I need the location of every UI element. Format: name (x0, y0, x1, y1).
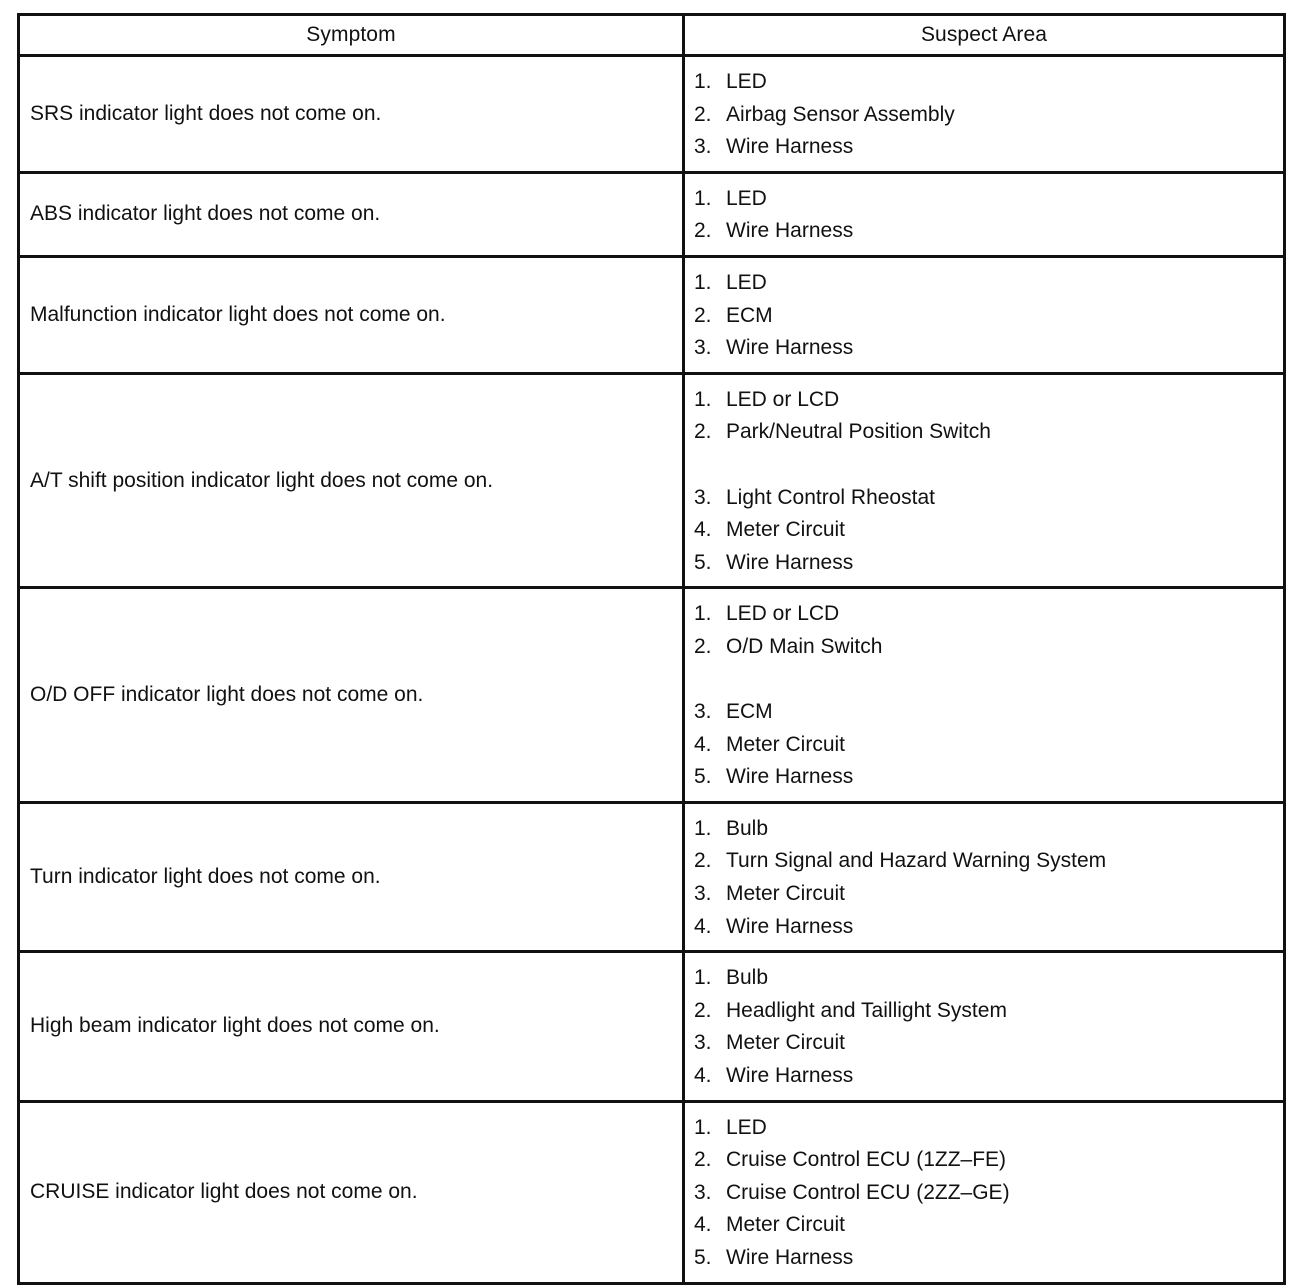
suspect-item (694, 813, 1283, 846)
suspect-item (694, 547, 1283, 580)
suspect-area-cell (684, 588, 1285, 803)
item-text: Wire Harness (726, 135, 854, 159)
symptom-cell: CRUISE indicator light does not come on. (19, 1101, 684, 1283)
table-row (19, 1101, 1285, 1283)
table-row (19, 172, 1285, 256)
suspect-area-cell (684, 256, 1285, 373)
suspect-item (694, 911, 1283, 944)
table-row (19, 588, 1285, 803)
item-number: 3. (694, 700, 712, 724)
item-text: Meter Circuit (726, 1213, 846, 1237)
item-text: LED (726, 270, 767, 294)
item-number: 4. (694, 518, 712, 542)
suspect-item (694, 1112, 1283, 1145)
table-row (19, 373, 1285, 588)
suspect-item (694, 514, 1283, 547)
item-number: 1. (694, 966, 712, 990)
suspect-list (694, 1112, 1283, 1275)
suspect-area-cell (684, 172, 1285, 256)
suspect-item (694, 131, 1283, 164)
suspect-list (694, 384, 1283, 580)
item-number: 1. (694, 602, 712, 626)
suspect-area-cell (684, 373, 1285, 588)
item-number: 1. (694, 1115, 712, 1139)
suspect-item (694, 99, 1283, 132)
suspect-item (694, 183, 1283, 216)
suspect-item (694, 215, 1283, 248)
item-number: 4. (694, 914, 712, 938)
item-text: O/D Main Switch (726, 634, 883, 658)
suspect-item (694, 962, 1283, 995)
suspect-item (694, 300, 1283, 333)
item-number: 5. (694, 765, 712, 789)
item-text: LED (726, 70, 767, 93)
item-number: 3. (694, 485, 712, 509)
item-number: 2. (694, 998, 712, 1022)
suspect-item (694, 1060, 1283, 1093)
suspect-item (694, 696, 1283, 729)
symptom-cell: High beam indicator light does not come on. (19, 952, 684, 1101)
item-number: 3. (694, 336, 712, 360)
symptom-cell: ABS indicator light does not come on. (19, 172, 684, 256)
item-text: Wire Harness (726, 1246, 854, 1269)
item-text: Wire Harness (726, 219, 854, 243)
item-text: Meter Circuit (726, 882, 846, 906)
item-number: 3. (694, 882, 712, 906)
suspect-item (694, 729, 1283, 762)
table-row (19, 952, 1285, 1101)
item-text: LED (726, 1115, 767, 1139)
table-row (19, 256, 1285, 373)
header-symptom: Symptom (19, 15, 684, 56)
suspect-item (694, 1209, 1283, 1242)
suspect-item (694, 384, 1283, 417)
suspect-item (694, 1177, 1283, 1210)
item-number: 5. (694, 1246, 712, 1269)
table-row (19, 802, 1285, 951)
item-text: Wire Harness (726, 336, 854, 360)
item-number: 2. (694, 420, 712, 444)
suspect-item (694, 845, 1283, 878)
item-number: 1. (694, 186, 712, 210)
suspect-list (694, 598, 1283, 794)
suspect-area-cell (684, 1101, 1285, 1283)
item-text: ECM (726, 700, 773, 724)
suspect-list (694, 267, 1283, 365)
suspect-item (694, 416, 1283, 449)
item-number: 1. (694, 387, 712, 411)
suspect-area-cell (684, 802, 1285, 951)
suspect-item (694, 66, 1283, 99)
item-text: Turn Signal and Hazard Warning System (726, 849, 1107, 873)
header-suspect-area: Suspect Area (684, 15, 1285, 56)
symptom-cell: Malfunction indicator light does not come on. (19, 256, 684, 373)
item-number: 2. (694, 102, 712, 126)
suspect-item (694, 631, 1283, 664)
item-number: 3. (694, 135, 712, 159)
suspect-item (694, 1027, 1283, 1060)
suspect-item (694, 878, 1283, 911)
suspect-list (694, 962, 1283, 1092)
item-text: Meter Circuit (726, 732, 846, 756)
symptom-cell: Turn indicator light does not come on. (19, 802, 684, 951)
item-text: Wire Harness (726, 550, 854, 574)
suspect-list (694, 66, 1283, 164)
item-text: LED or LCD (726, 602, 840, 626)
suspect-item (694, 1242, 1283, 1275)
item-number: 2. (694, 634, 712, 658)
item-number: 4. (694, 732, 712, 756)
item-text: Cruise Control ECU (1ZZ–FE) (726, 1148, 1007, 1172)
item-number: 2. (694, 219, 712, 243)
symptom-table (17, 13, 1286, 1285)
item-text: Light Control Rheostat (726, 485, 935, 509)
item-number: 1. (694, 70, 712, 93)
item-number: 2. (694, 1148, 712, 1172)
item-text: Bulb (726, 966, 769, 990)
item-text: Headlight and Taillight System (726, 998, 1007, 1022)
suspect-spacer (694, 449, 1283, 482)
symptom-cell: A/T shift position indicator light does not come on. (19, 373, 684, 588)
suspect-item (694, 761, 1283, 794)
item-number: 2. (694, 849, 712, 873)
item-text: Wire Harness (726, 1064, 854, 1088)
item-number: 3. (694, 1031, 712, 1055)
symptom-cell: SRS indicator light does not come on. (19, 56, 684, 173)
item-text: Airbag Sensor Assembly (726, 102, 955, 126)
item-number: 4. (694, 1213, 712, 1237)
table-row (19, 56, 1285, 173)
suspect-area-cell (684, 56, 1285, 173)
item-number: 1. (694, 270, 712, 294)
item-text: LED or LCD (726, 387, 840, 411)
suspect-item (694, 267, 1283, 300)
suspect-item (694, 995, 1283, 1028)
table-body (19, 56, 1285, 1284)
suspect-item (694, 598, 1283, 631)
item-text: ECM (726, 303, 773, 327)
item-text: Meter Circuit (726, 518, 846, 542)
suspect-item (694, 482, 1283, 515)
item-text: LED (726, 186, 767, 210)
item-number: 4. (694, 1064, 712, 1088)
suspect-list (694, 183, 1283, 248)
item-number: 1. (694, 816, 712, 840)
suspect-item (694, 332, 1283, 365)
item-number: 5. (694, 550, 712, 574)
suspect-area-cell (684, 952, 1285, 1101)
item-text: Bulb (726, 816, 769, 840)
table-header-row (19, 15, 1285, 56)
item-number: 3. (694, 1180, 712, 1204)
symptom-cell: O/D OFF indicator light does not come on. (19, 588, 684, 803)
item-text: Meter Circuit (726, 1031, 846, 1055)
suspect-spacer (694, 664, 1283, 697)
item-text: Wire Harness (726, 765, 854, 789)
suspect-item (694, 1144, 1283, 1177)
item-text: Wire Harness (726, 914, 854, 938)
suspect-list (694, 813, 1283, 943)
item-number: 2. (694, 303, 712, 327)
item-text: Park/Neutral Position Switch (726, 420, 991, 444)
item-text: Cruise Control ECU (2ZZ–GE) (726, 1180, 1010, 1204)
